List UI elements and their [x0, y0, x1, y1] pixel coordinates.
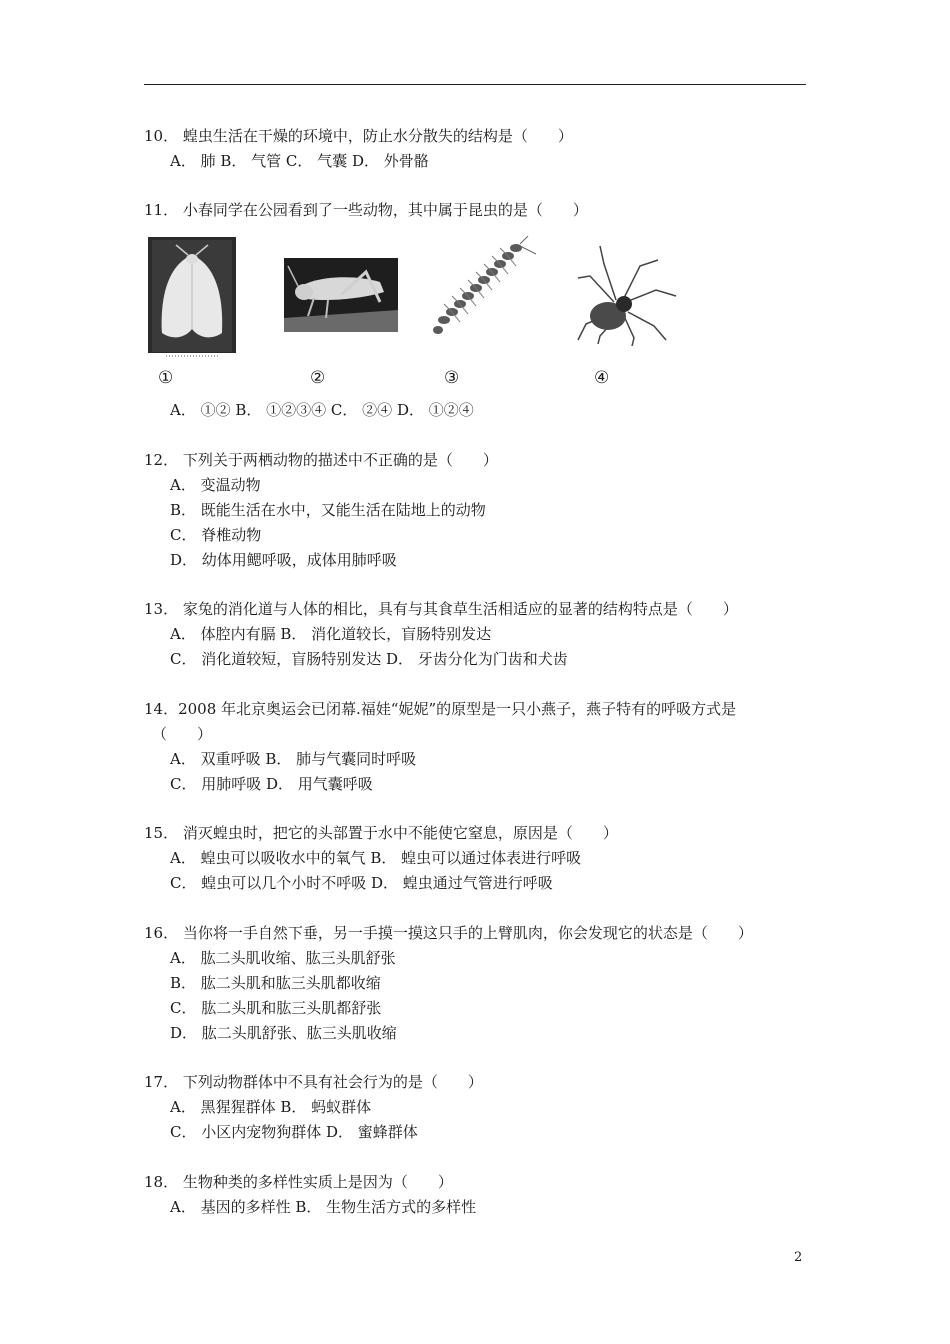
question-12-stem: 12． 下列关于两栖动物的描述中不正确的是（ ） — [144, 451, 498, 469]
question-18-options-line-1: A． 基因的多样性 B． 生物生活方式的多样性 — [170, 1198, 477, 1216]
figure-label-1: ① — [158, 368, 174, 388]
question-15-options-line-1: A． 蝗虫可以吸收水中的氧气 B． 蝗虫可以通过体表进行呼吸 — [170, 849, 582, 867]
question-10-stem: 10． 蝗虫生活在干燥的环境中，防止水分散失的结构是（ ） — [144, 127, 573, 145]
question-13-options-line-1: A． 体腔内有膈 B． 消化道较长，盲肠特别发达 — [170, 625, 492, 643]
figure-label-3: ③ — [444, 368, 460, 388]
figure-label-4: ④ — [594, 368, 610, 388]
question-15-stem: 15． 消灭蝗虫时，把它的头部置于水中不能使它窒息，原因是（ ） — [144, 824, 618, 842]
question-16-option-a: A． 肱二头肌收缩、肱三头肌舒张 — [170, 949, 396, 967]
question-15-options-line-2: C． 蝗虫可以几个小时不呼吸 D． 蝗虫通过气管进行呼吸 — [170, 874, 553, 892]
question-17-options-line-2: C． 小区内宠物狗群体 D． 蜜蜂群体 — [170, 1123, 418, 1141]
question-11-options: A． ①② B． ①②③④ C． ②④ D． ①②④ — [170, 401, 474, 419]
question-12-option-a: A． 变温动物 — [170, 476, 261, 494]
question-16-option-b: B． 肱二头肌和肱三头肌都收缩 — [170, 974, 381, 992]
question-12-option-d: D． 幼体用鳃呼吸，成体用肺呼吸 — [170, 551, 397, 569]
question-16-stem: 16． 当你将一手自然下垂，另一手摸一摸这只手的上臂肌肉，你会发现它的状态是（ ） — [144, 924, 753, 942]
question-13-stem: 13． 家兔的消化道与人体的相比，具有与其食草生活相适应的显著的结构特点是（ ） — [144, 600, 738, 618]
question-16-option-c: C． 肱二头肌和肱三头肌都舒张 — [170, 999, 382, 1017]
question-14-options-line-1: A． 双重呼吸 B． 肺与气囊同时呼吸 — [170, 750, 417, 768]
question-10-options: A． 肺 B． 气管 C． 气囊 D． 外骨骼 — [170, 152, 429, 170]
question-14-stem: 14．2008 年北京奥运会已闭幕.福娃“妮妮”的原型是一只小燕子，燕子特有的呼吸方式是 — [144, 700, 737, 718]
question-18-stem: 18． 生物种类的多样性实质上是因为（ ） — [144, 1173, 453, 1191]
moth-image — [148, 237, 238, 357]
question-12-option-c: C． 脊椎动物 — [170, 526, 262, 544]
question-14-options-line-2: C． 用肺呼吸 D． 用气囊呼吸 — [170, 775, 373, 793]
question-17-options-line-1: A． 黑猩猩群体 B． 蚂蚁群体 — [170, 1098, 372, 1116]
question-13-options-line-2: C． 消化道较短，盲肠特别发达 D． 牙齿分化为门齿和犬齿 — [170, 650, 568, 668]
page-number: 2 — [794, 1250, 803, 1265]
question-12-option-b: B． 既能生活在水中，又能生活在陆地上的动物 — [170, 501, 486, 519]
question-11-stem: 11． 小春同学在公园看到了一些动物，其中属于昆虫的是（ ） — [144, 201, 588, 219]
centipede-image — [424, 236, 540, 346]
header-rule — [144, 84, 806, 85]
question-16-option-d: D． 肱二头肌舒张、肱三头肌收缩 — [170, 1024, 397, 1042]
grasshopper-image — [284, 258, 400, 334]
spider-image — [570, 236, 680, 346]
figure-label-2: ② — [310, 368, 326, 388]
question-17-stem: 17． 下列动物群体中不具有社会行为的是（ ） — [144, 1073, 483, 1091]
question-14-stem-cont: （ ） — [152, 725, 213, 743]
